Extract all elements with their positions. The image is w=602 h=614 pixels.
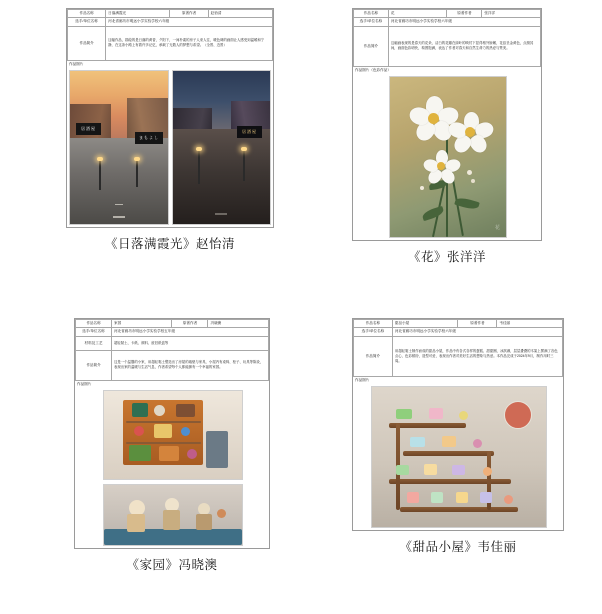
form-label-title: 作品名称 (354, 320, 393, 328)
form-label-title: 作品名称 (76, 320, 112, 328)
form-label-author: 原著作者 (458, 320, 497, 328)
form-value-author: 冯晓澳 (208, 320, 269, 328)
artwork-caption-dessert: 《甜品小屋》韦佳丽 (399, 539, 517, 554)
form-label-desc: 作品简介 (76, 350, 112, 380)
artwork-pane-day (69, 70, 169, 225)
artwork-image-dessert (371, 386, 547, 528)
form-label-author: 原著作者 (447, 10, 482, 18)
form-value-title: 日落满霞光 (106, 10, 170, 18)
form-label-desc: 作品简介 (68, 26, 106, 60)
form-label-unit: 选手/单位名称 (354, 328, 393, 336)
form-label-author: 原著作者 (172, 320, 208, 328)
form-value-author: 赵怡清 (208, 10, 272, 18)
form-value-author: 韦佳丽 (497, 320, 563, 328)
form-label-unit: 选手/单位名称 (76, 328, 112, 336)
form-value-unit: 河北省廊坊市明远小学实验学校六年级 (392, 328, 562, 336)
form-label-desc: 作品简介 (354, 26, 389, 66)
dessert-plate (504, 401, 532, 429)
form-value-unit: 河北省廊坊市明远小学实验学校五年级 (112, 328, 269, 336)
clay-photo-room (103, 390, 243, 480)
clay-photo-figures (103, 484, 243, 546)
artwork-card-sunset (66, 8, 274, 252)
watermark-text: 花 (494, 224, 500, 231)
submission-form-flower (352, 8, 542, 241)
shop-sign-right: まもよし (135, 132, 162, 144)
form-value-material: 超轻黏土、卡纸、颜料、废旧纸盒等 (112, 336, 269, 350)
form-label-artwork: 作品图片 (69, 61, 84, 66)
form-label-material: 材料及工艺 (76, 336, 112, 350)
form-value-author: 张洋洋 (482, 10, 541, 18)
submission-form-sunset (66, 8, 274, 228)
shop-sign-night: 居酒屋 (237, 126, 262, 138)
artwork-card-home (74, 318, 270, 573)
artwork-card-flower (352, 8, 542, 265)
form-label-title: 作品名称 (68, 10, 106, 18)
form-value-desc: 这是一个温馨的小家，用超轻黏土塑造出了房屋的墙壁与家具，小屋内有桌椅、柜子、玩具等陈设，表现出家的温暖与生活气息，作者希望每个人都能拥有一个幸福的家园。 (112, 350, 269, 380)
form-value-unit: 河北省廊坊市明远小学实验学校六年级 (388, 18, 540, 26)
submission-form-home (74, 318, 270, 549)
artwork-image-flower (389, 76, 507, 238)
form-value-desc: 这幅画表现的是春天的花朵，洁白的花瓣在绿叶的映衬下显得格外娇嫩，花蕊呈金黄色，点缀其间，画面色彩明快，构图饱满，表达了作者对春天和自然生命力的热爱与赞美。 (388, 26, 540, 66)
form-value-desc: 用超轻黏土制作而成的甜品小屋，作品中有各式各样的蛋糕、甜甜圈、冰淇淋，层层叠叠的木架上摆满了各色点心，色彩缤纷，造型可爱，表现出作者对美好生活的想象与热爱。本作品完成于2024年9月，制作用时三周。 (392, 336, 562, 376)
form-label-unit: 选手/单位名称 (354, 18, 389, 26)
shop-sign-left: 居酒屋 (76, 123, 101, 135)
form-value-title: 花 (388, 10, 447, 18)
form-value-desc: 这幅作品，描绘的是日落的黄昏，夕阳下，一间朴素的房子人来人往，暖色调的画面让人感受到温暖和宁静，在这条小路上有着许多记忆，承载了无数人的梦想与希望。（全景、近景） (106, 26, 273, 60)
form-label-artwork: 作品图片（色彩作品） (355, 67, 391, 72)
artwork-card-dessert (352, 318, 564, 555)
form-value-title: 家园 (112, 320, 172, 328)
blossom-b (450, 112, 492, 154)
form-value-title: 甜品小屋 (392, 320, 458, 328)
form-label-author: 原著作者 (170, 10, 208, 18)
form-label-desc: 作品简介 (354, 336, 393, 376)
artwork-caption-sunset: 《日落满霞光》赵怡清 (104, 236, 235, 251)
form-label-artwork: 作品图片 (355, 377, 370, 382)
form-value-unit: 河北省廊坊市明远小学实验学校六年级 (106, 18, 273, 26)
form-label-title: 作品名称 (354, 10, 389, 18)
form-label-artwork: 作品图片 (77, 381, 92, 386)
form-label-unit: 选手/单位名称 (68, 18, 106, 26)
artwork-image-home (103, 390, 241, 546)
blossom-c (425, 150, 459, 184)
artwork-pane-night (172, 70, 272, 225)
artwork-caption-flower: 《花》张洋洋 (407, 249, 486, 264)
artwork-caption-home: 《家园》冯晓澳 (126, 557, 218, 572)
artwork-image-sunset (69, 70, 271, 225)
submission-form-dessert (352, 318, 564, 531)
